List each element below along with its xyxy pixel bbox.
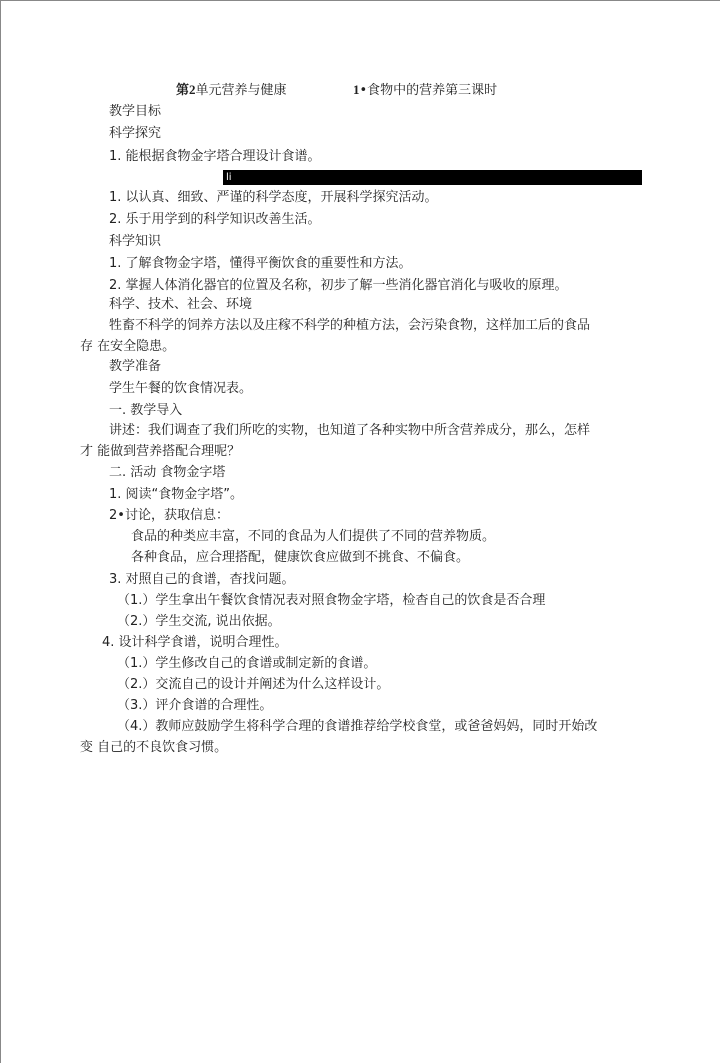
activity-heading: 二. 活动 食物金字塔 [109, 465, 226, 480]
activity-step-3-1: （1.）学生拿出午餐饮食情况表对照食物金字塔，检杳自己的饮食是否合理 [117, 593, 546, 608]
intro-heading: 一. 教学导入 [109, 403, 183, 418]
intro-paragraph-line-2: 才 能做到营养搭配合理呢？ [80, 444, 241, 459]
activity-step-4-1: （1.）学生修改自己的食谱或制定新的食谱。 [117, 656, 377, 671]
activity-step-4-3: （3.）评介食谱的合理性。 [117, 698, 273, 713]
sts-paragraph-line-1: 牲畜不科学的饲养方法以及庄稼不科学的种植方法，会污染食物，这样加工后的食品 [109, 318, 591, 333]
activity-step-4-4-line-1: （4.）教师应鼓励学生将科学合理的食谱推荐给学校食堂，或爸爸妈妈，同时开始改 [117, 719, 598, 734]
preparation-heading: 教学准备 [109, 359, 162, 374]
lesson-title: 1•食物中的营养第三课时 [353, 82, 498, 98]
activity-step-4-2: （2.）交流自己的设计并阐述为什么这样设计。 [117, 677, 390, 692]
knowledge-item-1: 1. 了解食物金字塔，懂得平衡饮食的重要性和方法。 [109, 256, 412, 271]
sts-heading: 科学、技术、社会、环境 [109, 297, 253, 312]
unit-title: 第2单元营养与健康 [176, 82, 287, 98]
attitude-item-2: 2. 乐于用学到的科学知识改善生活。 [109, 212, 321, 227]
knowledge-heading: 科学知识 [109, 234, 162, 249]
activity-step-4-4-line-2: 变 自己的不良饮食习惯。 [80, 740, 228, 755]
objectives-heading: 教学目标 [109, 104, 162, 119]
activity-info-1: 食品的种类应丰富，不同的食品为人们提供了不同的营养物质。 [131, 529, 496, 544]
activity-info-2: 各种食品，应合理搭配，健康饮食应做到不挑食、不偏食。 [131, 550, 470, 565]
attitude-item-1: 1. 以认真、细致、严谨的科学态度，开展科学探究活动。 [109, 190, 438, 205]
sts-paragraph-line-2: 存 在安全隐患。 [80, 339, 176, 354]
activity-step-3: 3. 对照自己的食谱，杳找问题。 [109, 572, 295, 587]
preparation-item: 学生午餐的饮食情况表。 [109, 381, 253, 396]
knowledge-item-2: 2. 掌握人体消化器官的位置及名称，初步了解一些消化器官消化与吸收的原理。 [109, 278, 568, 293]
inquiry-item-1: 1. 能根据食物金字塔合理设计食谱。 [109, 149, 321, 164]
activity-step-1: 1. 阅读“食物金字塔”。 [109, 487, 244, 502]
redaction-bar: li [223, 170, 642, 185]
page-border-top [0, 0, 720, 1]
activity-step-4: 4. 设计科学食谱，说明合理性。 [102, 635, 288, 650]
activity-step-3-2: （2.）学生交流, 说出依据。 [117, 614, 281, 629]
page-border-left [0, 0, 1, 1063]
intro-paragraph-line-1: 讲述：我们调查了我们所吃的实物，也知道了各种实物中所含营养成分，那么，怎样 [109, 423, 591, 438]
activity-step-2: 2•讨论，获取信息： [109, 508, 229, 523]
inquiry-heading: 科学探究 [109, 126, 162, 141]
